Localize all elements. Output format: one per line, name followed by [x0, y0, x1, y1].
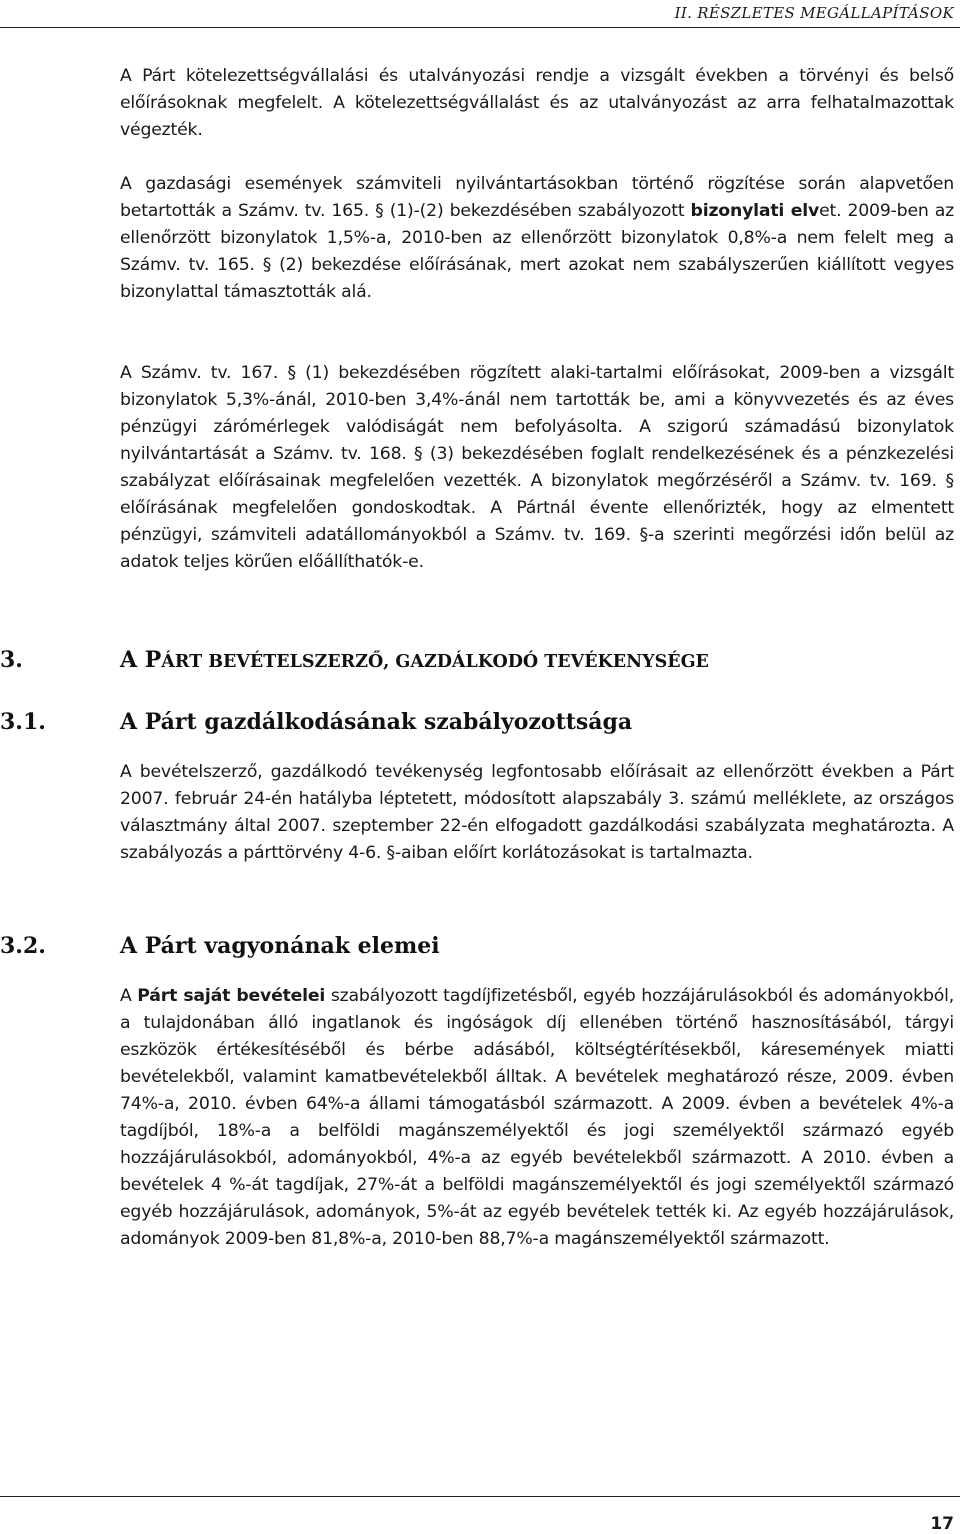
- bold-term-bizonylati-elv: bizonylati elv: [690, 201, 820, 221]
- paragraph-accounting-records: [120, 171, 954, 306]
- section-3-title-smallcaps: ÁRT BEVÉTELSZERZŐ, GAZDÁLKODÓ TEVÉKENYSÉGE: [161, 652, 709, 672]
- paragraph-commitment: A Párt kötelezettségvállalási és utalványozási rendje a vizsgált években a törvényi és belső előírásoknak megfelelt. A kötelezettségvállalást és az utalványozást az arra felhatalmazottak végezték.: [120, 66, 954, 140]
- bold-term-part-sajat-bevetelei: Párt saját bevételei: [137, 986, 326, 1006]
- paragraph-accounting-records-rest: et. 2009-ben az ellenőrzött bizonylatok 1,5%-a, 2010-ben az ellenőrzött bizonylatok 0,8%-a nem felelt meg a Számv. tv. 165. § (2) bekezdése előírásának, mert azokat nem szabályszerűen kiállított vegyes bizonylattal támasztották alá.: [120, 201, 955, 302]
- paragraph-formal-requirements: A Számv. tv. 167. § (1) bekezdésében rögzített alaki-tartalmi előírásokat, 2009-ben a vizsgált bizonylatok 5,3%-ánál, 2010-ben 3,4%-ánál nem tartották be, ami a könyvvezetés és az éves pénzügyi zárómérlegek valódiságát nem befolyásolta. A szigorú számadású bizonylatok nyilvántartását a Számv. tv. 168. § (3) bekezdésében foglalt rendelkezésének és a pénzkezelési szabályzat előírásainak megfelelően vezették. A bizonylatok megőrzéséről a Számv. tv. 169. § előírásának megfelelően gondoskodtak. A Pártnál évente ellenőrizték, hogy az elmentett pénzügyi, számviteli adatállományokból a Számv. tv. 169. §-a szerinti megőrzési időn belül az adatok teljes körűen előállíthatók-e.: [120, 363, 954, 572]
- paragraph-own-revenues-lead: A: [120, 986, 138, 1006]
- section-3-1-title: A Párt gazdálkodásának szabályozottsága: [120, 709, 633, 735]
- header-divider: [0, 27, 960, 28]
- footer-divider: [0, 1496, 960, 1497]
- paragraph-own-revenues: [120, 983, 954, 1253]
- section-3-2-title: A Párt vagyonának elemei: [120, 933, 440, 959]
- paragraph-regulation: A bevételszerző, gazdálkodó tevékenység legfontosabb előírásait az ellenőrzött években a Párt 2007. február 24-én hatályba léptetett, módosított alapszabály 3. számú melléklete, az országos választmány által 2007. szeptember 22-én elfogadott gazdálkodási szabályzata meghatározta. A szabályozás a párttörvény 4-6. §-aiban előírt korlátozásokat is tartalmazta.: [120, 762, 954, 863]
- section-3-title: [120, 645, 709, 677]
- section-3-2-number: 3.2.: [0, 933, 46, 959]
- section-3-1-number: 3.1.: [0, 709, 46, 735]
- page-number: 17: [930, 1514, 954, 1534]
- running-header: [0, 0, 960, 26]
- section-3-title-initial: A P: [120, 647, 162, 673]
- paragraph-accounting-records-lead: A gazdasági események számviteli nyilvántartásokban történő rögzítése során alapvetően betartották a Számv. tv. 165. § (1)-(2) bekezdésében szabályozott: [120, 174, 954, 221]
- paragraph-own-revenues-rest: szabályozott tagdíjfizetésből, egyéb hozzájárulásokból és adományokból, a tulajdonában álló ingatlanok és ingóságok díj ellenében történő hasznosításából, tárgyi eszközök értékesítéséből és bérbe adásából, költségtérítésekből, káresemények miatti bevételekből, valamint kamatbevételekből álltak. A bevételek meghatározó része, 2009. évben 74%-a, 2010. évben 64%-a állami támogatásból származott. A 2009. évben a bevételek 4%-a tagdíjból, 18%-a a belföldi magánszemélyektől és jogi személyektől származó egyéb hozzájárulásokból, adományokból, 4%-a az egyéb bevételekből származott. A 2010. évben a bevételek 4 %-át tagdíjak, 27%-át a belföldi magánszemélyektől és jogi személyektől származó egyéb hozzájárulások, adományok, 5%-át az egyéb bevételek tették ki. Az egyéb hozzájárulások, adományok 2009-ben 81,8%-a, 2010-ben 88,7%-a magánszemélyektől származott.: [120, 986, 954, 1249]
- section-3-number: 3.: [0, 647, 23, 673]
- running-header-title: II. RÉSZLETES MEGÁLLAPÍTÁSOK: [674, 4, 954, 22]
